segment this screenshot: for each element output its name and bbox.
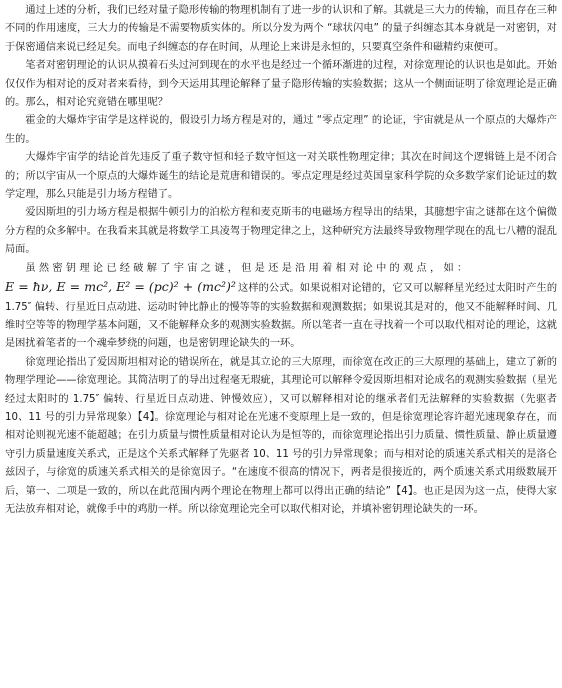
physics-formula: E = ħν, E = mc², E² = (pc)² + (mc²)² xyxy=(5,279,236,295)
paragraph-4: 大爆炸宇宙学的结论首先违反了重子数守恒和轻子数守恒这一对关联性物理定律；其次在时间这个逻辑链上是不闭合的；所以宇宙从一个原点的大爆炸诞生的结论是荒唐和错误的。零点定理是经过英国皇家科学院的众多数学家们论证过的数学定理，那么只能是引力场方程错了。 xyxy=(5,152,557,201)
paragraph-5: 爱因斯坦的引力场方程是根据牛顿引力的泊松方程和麦克斯韦的电磁场方程导出的结果，其臆想宇宙之谜都在这个偏微分方程的众多解中。在我看来其就是将数学工具凌驾于物理定律之上，这种研究方法最终导致物理学现在的乱七八糟的混乱局面。 xyxy=(5,207,557,256)
paragraph-2: 笔者对密钥理论的认识从摸着石头过河到现在的水平也是经过一个循环渐进的过程，对徐宽理论的认识也是如此。开始仅仅作为相对论的反对者来看待，到今天运用其理论解释了量子隐形传输的实验数据；这从一个侧面证明了徐宽理论是正确的。那么，相对论究竟错在哪里呢？ xyxy=(5,60,557,109)
paragraph-3: 霍金的大爆炸宇宙学是这样说的，假设引力场方程是对的，通过 “零点定理” 的论证，宇宙就是从一个原点的大爆炸产生的。 xyxy=(5,115,557,145)
paragraph-6: 虽然密钥理论已经破解了宇宙之谜，但是还是沿用着相对论中的观点，如： xyxy=(25,262,471,274)
formula-suffix-text: 这样的公式。如果说相对论错的，它又可以解释星光经过太阳时产生的 1.75″ 偏转、行星近日点动进、运动时钟比静止的慢等等的实验数据和观测数据；如果说其是对的，他又不能解释时间、几维时空等等的物理学基本问题，又不能解释众多的观测实验数据。所以笔者一直在寻找着一个可以取代相对论的理论，这就是困扰着笔者的一个魂牵梦绕的问题，也是密钥理论缺失的一环。 xyxy=(5,283,558,350)
formula-paragraph xyxy=(5,278,557,354)
paragraph-last: 徐宽理论指出了爱因斯坦相对论的错误所在，就是其立论的三大原理，而徐宽在改正的三大原理的基础上，建立了新的物理学理论——徐宽理论。其简洁明了的导出过程毫无瑕疵，其理论可以解释令爱因斯坦相对论成名的观测实验数据（星光经过太阳时的 1.75″ 偏转、行星近日点动进、钟慢效应），又可以解释相对论的继承者们无法解释的实验数据（先驱者 10、11 号的引力异常现象）【4】。徐宽理论与相对论在光速不变原理上是一致的，但是徐宽理论容许超光速现象存在，而相对论则视光速不能超越；在引力质量与惯性质量相对论认为是恒等的，而徐宽理论指出引力质量、惯性质量、静止质量遵守引力质量速度关系式，正是这个关系式解释了先驱者 10、11 号的引力异常现象；而与相对论的质速关系式相关的是洛仑兹因子，与徐宽的质速关系式相关的是徐宽因子。“在速度不很高的情况下，两者是很接近的，两个质速关系式用级数展开后，第一、二项是一致的，所以在此范围内两个理论在物理上都可以得出正确的结论”【4】。也正是因为这一点，使得大家无法放弃相对论，就像手中的鸡肋一样。所以徐宽理论完全可以取代相对论，并填补密钥理论缺失的一环。 xyxy=(5,356,557,515)
paragraph-1: 通过上述的分析，我们已经对量子隐形传输的物理机制有了进一步的认识和了解。其就是三大力的传输，而且存在三种不同的作用速度，三大力的传输是不需要物质实体的。所以分发为两个 “球状闪电” 的量子纠缠态其本身就是一对密钥，对于保密通信来说已经足矣。而电子纠缠态的存在时间，从理论上来讲是永恒的，只要真空条件和磁精约束便可。 xyxy=(5,5,557,53)
